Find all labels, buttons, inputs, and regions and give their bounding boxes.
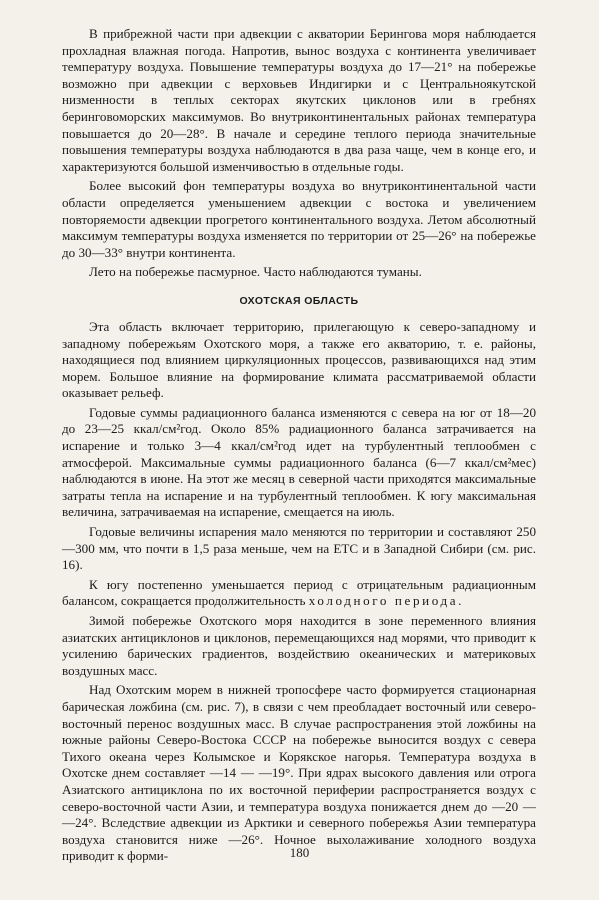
paragraph-7: [62, 577, 536, 610]
paragraph-5: Годовые суммы радиационного баланса изменяются с севера на юг от 18—20 до 23—25 ккал/см²год. Около 85% радиационного баланса затрачивается на испарение и только 3—4 ккал/см²год идет на турбулентный теплообмен с атмосферой. Максимальные суммы радиационного баланса (6—7 ккал/см²мес) наблюдаются в июне. На этот же месяц в северной части приходятся максимальные затраты тепла на испарение и на турбулентный теплообмен. К югу максимальная величина, затрачиваемая на испарение, смещается на июль.: [62, 404, 536, 520]
paragraph-9: Над Охотским морем в нижней тропосфере часто формируется стационарная барическая ложбина (см. рис. 7), в связи с чем преобладает восточный или северо-восточный перенос воздушных масс. В случае распространения этой ложбины на южные районы Северо-Востока СССР на побережье выносится воздух с севера Тихого океана через Колымское и Корякское нагорья. Температура воздуха в Охотске днем составляет —14 — —19°. При ядрах высокого давления или отрога Азиатского антициклона по их восточной периферии распространяется воздух с северо-восточной части Азии, и температура воздуха понижается днем до —20 — —24°. Вследствие адвекции из Арктики и северного побережья Азии температура воздуха становится ниже —26°. Ночное выхолаживание холодного воздуха приводит к форми-: [62, 682, 536, 864]
section-heading: ОХОТСКАЯ ОБЛАСТЬ: [239, 294, 359, 307]
spaced-term: холодного периода: [308, 593, 459, 609]
paragraph-7-end: .: [458, 593, 462, 609]
page-number: 180: [289, 845, 310, 860]
paragraph-6: Годовые величины испарения мало меняются по территории и составляют 250—300 мм, что почти в 1,5 раза меньше, чем на ЕТС и в Западной Сибири (см. рис. 16).: [62, 524, 536, 573]
paragraph-4: Эта область включает территорию, прилегающую к северо-западному и западному побережьям Охотского моря, а также его акваторию, т. е. районы, находящиеся под влиянием циркуляционных процессов, развивающихся над этим морем. Большое влияние на формирование климата рассматриваемой области оказывает рельеф.: [62, 318, 536, 401]
document-page: [62, 26, 536, 865]
paragraph-3: Лето на побережье пасмурное. Часто наблюдаются туманы.: [89, 264, 422, 280]
paragraph-8: Зимой побережье Охотского моря находится в зоне переменного влияния азиатских антициклонов и циклонов, перемещающихся над морями, что приводит к усилению барических градиентов, воздействию океанических и материковых воздушных масс.: [62, 613, 536, 678]
paragraph-1: В прибрежной части при адвекции с акватории Берингова моря наблюдается прохладная влажная погода. Напротив, вынос воздуха с континента увеличивает температуру воздуха. Повышение температуры воздуха до 17—21° на побережье возможно при адвекции с верховьев Индигирки и с Центральноякутской низменности в теплых секторах якутских циклонов или в гребнях беринговоморских максимумов. Во внутриконтинентальных районах температура повышается до 20—28°. В начале и середине теплого периода значительные повышения температуры воздуха наблюдаются в два раза чаще, чем в конце его, и характеризуются большой изменчивостью в отдельные годы.: [62, 26, 536, 174]
paragraph-2: Более высокий фон температуры воздуха во внутриконтинентальной части области определяется уменьшением адвекции с востока и увеличением повторяемости адвекции прогретого континентального воздуха. Летом абсолютный максимум температуры воздуха изменяется по территории от 25—26° на побережье до 30—33° внутри континента.: [62, 178, 536, 260]
paragraph-7-text: К югу постепенно уменьшается период с отрицательным радиационным балансом, сокращается продолжительность: [62, 576, 536, 609]
